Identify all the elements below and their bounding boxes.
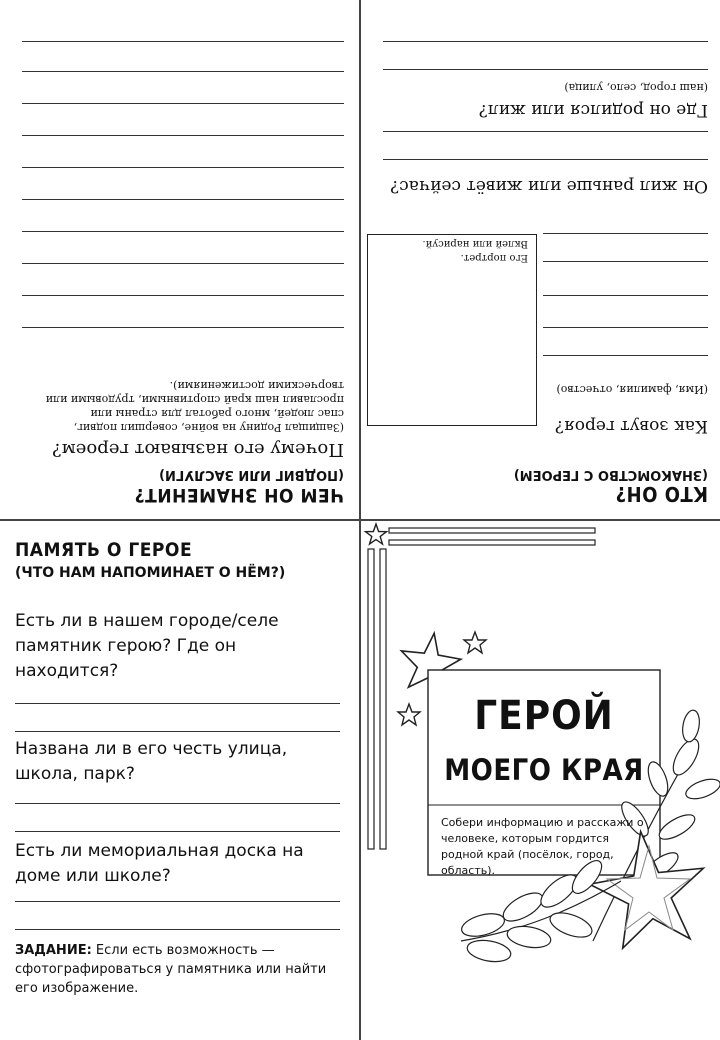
memory-task	[15, 941, 345, 998]
writing-line	[22, 295, 344, 296]
writing-line	[15, 929, 340, 930]
writing-line	[22, 41, 344, 42]
writing-line	[22, 71, 344, 72]
birth-question: Где он родился или жил?	[478, 100, 708, 120]
memory-question-monument: Есть ли в нашем городе/селе памятник герою? Где он находится?	[15, 611, 279, 681]
small-star-icon	[464, 632, 486, 653]
writing-line	[15, 831, 340, 832]
name-hint: (Имя, фамилия, отчество)	[556, 383, 708, 396]
who-subheading: (ЗНАКОМСТВО С ГЕРОЕМ)	[513, 467, 708, 482]
writing-line	[543, 261, 708, 262]
writing-line	[22, 167, 344, 168]
portrait-label: Его портрет.	[460, 252, 528, 263]
writing-line	[383, 159, 708, 160]
alive-question: Он жил раньше или живёт сейчас?	[390, 176, 708, 196]
memory-subheading: (ЧТО НАМ НАПОМИНАЕТ О НЁМ?)	[15, 565, 286, 581]
portrait-hint: Вклей или нарисуй.	[422, 238, 528, 249]
task-text: Если есть возможность — сфотографироваться у памятника или найти его изображение.	[15, 943, 327, 996]
birth-hint: (наш город, село, улица)	[564, 81, 708, 94]
writing-line	[15, 703, 340, 704]
writing-line	[543, 355, 708, 356]
who-heading: КТО ОН?	[615, 482, 708, 506]
panel-cover	[361, 521, 720, 1040]
cover-title-line2: МОЕГО КРАЯ	[444, 753, 644, 787]
writing-line	[543, 233, 708, 234]
achievements-question: Почему его называют героем?	[52, 439, 344, 460]
memory-question-plaque: Есть ли мемориальная доска на доме или школе?	[15, 841, 304, 886]
memory-heading: ПАМЯТЬ О ГЕРОЕ	[15, 539, 193, 561]
writing-line	[383, 69, 708, 70]
writing-line	[15, 901, 340, 902]
cover-title-line1: ГЕРОЙ	[474, 693, 614, 739]
writing-line	[543, 295, 708, 296]
panel-memory	[0, 521, 358, 1040]
achievements-subheading: (ПОДВИГ ИЛИ ЗАСЛУГИ)	[159, 467, 344, 482]
panel-who-is-he	[360, 0, 718, 518]
achievements-hint: (Защищал Родину на войне, совершил подвиг, спас людей, много работал для страны или прославил наш край спортивными, трудовыми или творческими достижениями).	[45, 379, 344, 434]
task-label: ЗАДАНИЕ:	[15, 943, 92, 958]
writing-line	[543, 327, 708, 328]
cover-description: Собери информацию и расскажи о человеке, которым гордится родной край (посёлок, город, область).	[441, 816, 644, 877]
corner-star-icon	[366, 524, 387, 544]
writing-line	[22, 231, 344, 232]
memory-question-street: Названа ли в его честь улица, школа, парк?	[15, 739, 288, 784]
writing-line	[15, 731, 340, 732]
writing-line	[15, 803, 340, 804]
small-star-icon	[398, 704, 420, 725]
portrait-box[interactable]	[367, 234, 537, 426]
writing-line	[22, 103, 344, 104]
name-question: Как зовут героя?	[554, 416, 708, 436]
writing-line	[22, 263, 344, 264]
writing-line	[383, 131, 708, 132]
panel-achievements	[0, 0, 358, 518]
writing-line	[383, 41, 708, 42]
achievements-heading: ЧЕМ ОН ЗНАМЕНИТ?	[134, 484, 344, 506]
writing-line	[22, 327, 344, 328]
writing-line	[22, 135, 344, 136]
writing-line	[22, 199, 344, 200]
